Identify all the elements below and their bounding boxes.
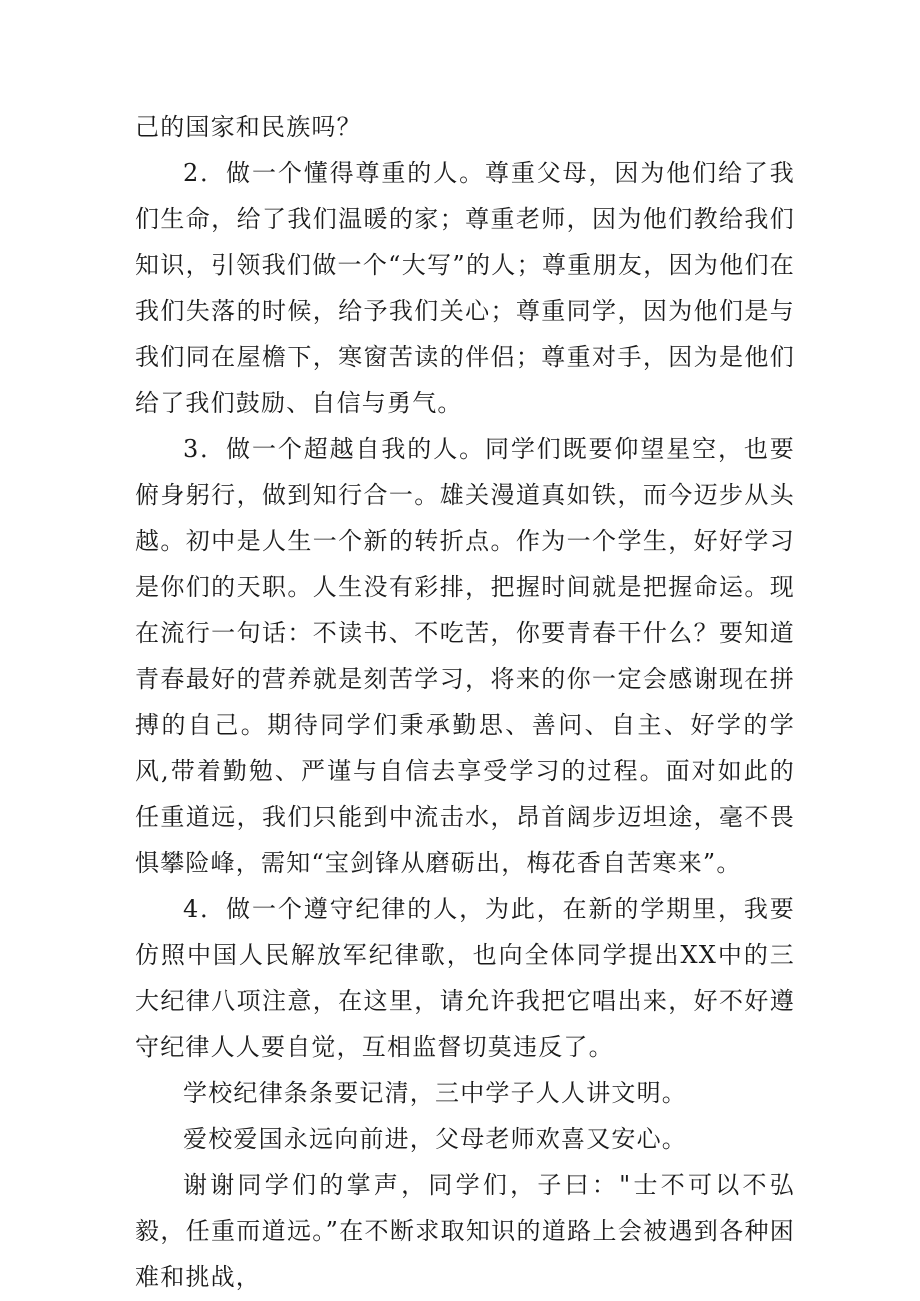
document-body	[135, 104, 795, 1300]
song-line-1: 学校纪律条条要记清，三中学子人人讲文明。	[183, 1079, 687, 1107]
paragraph-closing: 谢谢同学们的掌声，同学们，子曰："士不可以不弘毅，任重而道远。”在不断求取知识的道路上会被遇到各种困难和挑战，	[135, 1171, 795, 1291]
song-line-2: 爱校爱国永远向前进，父母老师欢喜又安心。	[183, 1125, 687, 1153]
paragraph-respect: 2．做一个懂得尊重的人。尊重父母，因为他们给了我们生命，给了我们温暖的家；尊重老师，因为他们教给我们知识，引领我们做一个“大写”的人；尊重朋友，因为他们在我们失落的时候，给予我们关心；尊重同学，因为他们是与我们同在屋檐下，寒窗苦读的伴侣；尊重对手，因为是他们给了我们鼓励、自信与勇气。	[135, 159, 795, 417]
paragraph-self-transcendence: 3．做一个超越自我的人。同学们既要仰望星空，也要俯身躬行，做到知行合一。雄关漫道真如铁，而今迈步从头越。初中是人生一个新的转折点。作为一个学生，好好学习是你们的天职。人生没有彩排，把握时间就是把握命运。现在流行一句话：不读书、不吃苦，你要青春干什么？要知道青春最好的营养就是刻苦学习，将来的你一定会感谢现在拼搏的自己。期待同学们秉承勤思、善问、自主、好学的学风,带着勤勉、严谨与自信去享受学习的过程。面对如此的任重道远，我们只能到中流击水，昂首阔步迈坦途，毫不畏惧攀险峰，需知“宝剑锋从磨砺出，梅花香自苦寒来”。	[135, 435, 795, 877]
paragraph-discipline: 4．做一个遵守纪律的人，为此，在新的学期里，我要仿照中国人民解放军纪律歌，也向全体同学提出XX中的三大纪律八项注意，在这里，请允许我把它唱出来，好不好遵守纪律人人要自觉，互相监督切莫违反了。	[135, 895, 795, 1061]
paragraph-continuation: 己的国家和民族吗？	[135, 113, 362, 141]
